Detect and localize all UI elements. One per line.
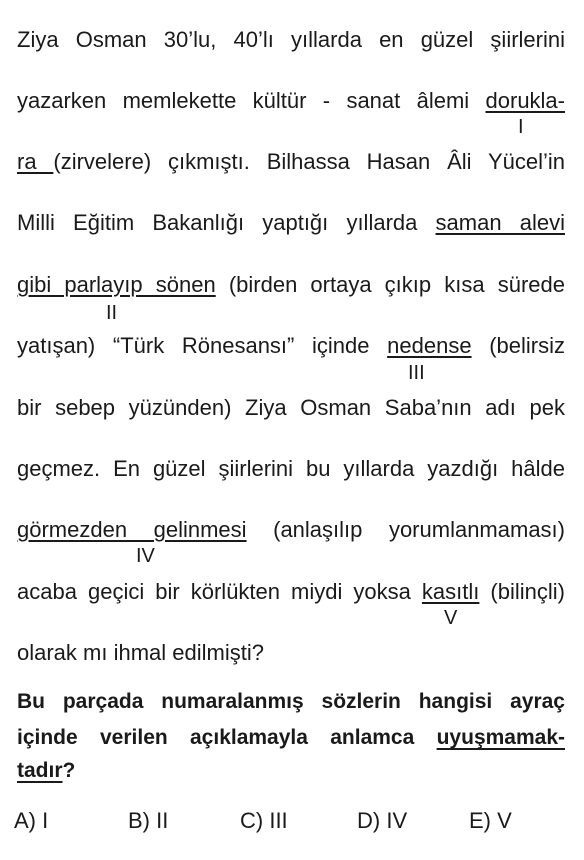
passage-text: geçmez. En güzel şiirlerini bu yıllarda yazdığı hâlde: [17, 456, 565, 481]
passage-line-1: [17, 27, 565, 53]
answer-option-e[interactable]: E) V: [469, 808, 512, 833]
passage-text: (belirsiz: [471, 333, 565, 358]
passage-line-2: [17, 88, 565, 114]
marker-2: II: [106, 302, 118, 324]
answer-option-b[interactable]: B) II: [128, 808, 169, 833]
passage-text: yazarken memlekette kültür - sanat âlemi: [17, 88, 486, 113]
passage-text: yatışan) “Türk Rönesansı” içinde: [17, 333, 388, 358]
underlined-phrase-5: kasıtlı: [421, 579, 480, 604]
passage-text: bir sebep yüzünden) Ziya Osman Saba’nın adı pek: [17, 395, 565, 420]
question-line-2: [17, 720, 565, 756]
passage-text: (bilinçli): [479, 579, 565, 604]
passage-text: (anlaşılıp yorumlanmaması): [246, 517, 565, 542]
passage-text: (zirvelere) çıkmıştı. Bilhassa Hasan Âli Yücel’in: [53, 149, 565, 174]
marker-1: I: [518, 116, 524, 138]
underlined-phrase-2: saman alevi: [435, 210, 565, 235]
passage-line-11: [17, 640, 565, 666]
passage-line-10: [17, 579, 565, 605]
underlined-phrase-4: görmezden gelinmesi: [17, 517, 247, 542]
marker-3: III: [408, 362, 425, 384]
passage-text: (birden ortaya çıkıp kısa sürede: [215, 272, 565, 297]
underlined-phrase-3: nedense: [387, 333, 472, 358]
passage-line-7: [17, 395, 565, 421]
question-text: Bu parçada numaralanmış sözlerin hangisi ayraç: [17, 690, 565, 713]
question-line-1: [17, 684, 565, 720]
passage-text: olarak mı ihmal edilmişti?: [17, 640, 264, 665]
passage-line-3: [17, 149, 565, 175]
answer-option-c[interactable]: C) III: [240, 808, 288, 833]
passage-text: acaba geçici bir körlükten miydi yoksa: [17, 579, 422, 604]
underlined-phrase-1-cont: ra: [17, 149, 54, 174]
question-underlined-cont: tadır: [17, 759, 63, 782]
passage-line-9: [17, 517, 565, 543]
passage-line-5: [17, 272, 565, 298]
question-text: ?: [62, 759, 76, 782]
passage-line-6: [17, 333, 565, 359]
answer-option-d[interactable]: D) IV: [357, 808, 408, 833]
passage-line-4: [17, 210, 565, 236]
question-underlined: uyuşmamak-: [436, 726, 565, 749]
underlined-phrase-2-cont: gibi parlayıp sönen: [17, 272, 216, 297]
marker-4: IV: [136, 545, 155, 567]
underlined-phrase-1: dorukla-: [485, 88, 565, 113]
answer-option-a[interactable]: A) I: [14, 808, 49, 833]
passage-line-8: [17, 456, 565, 482]
passage-text: Milli Eğitim Bakanlığı yaptığı yıllarda: [17, 210, 436, 235]
passage-text: Ziya Osman 30’lu, 40’lı yıllarda en güzel şiirlerini: [17, 27, 565, 52]
question-text: içinde verilen açıklamayla anlamca: [17, 726, 437, 749]
question-line-3: [17, 753, 565, 789]
marker-5: V: [444, 607, 458, 629]
